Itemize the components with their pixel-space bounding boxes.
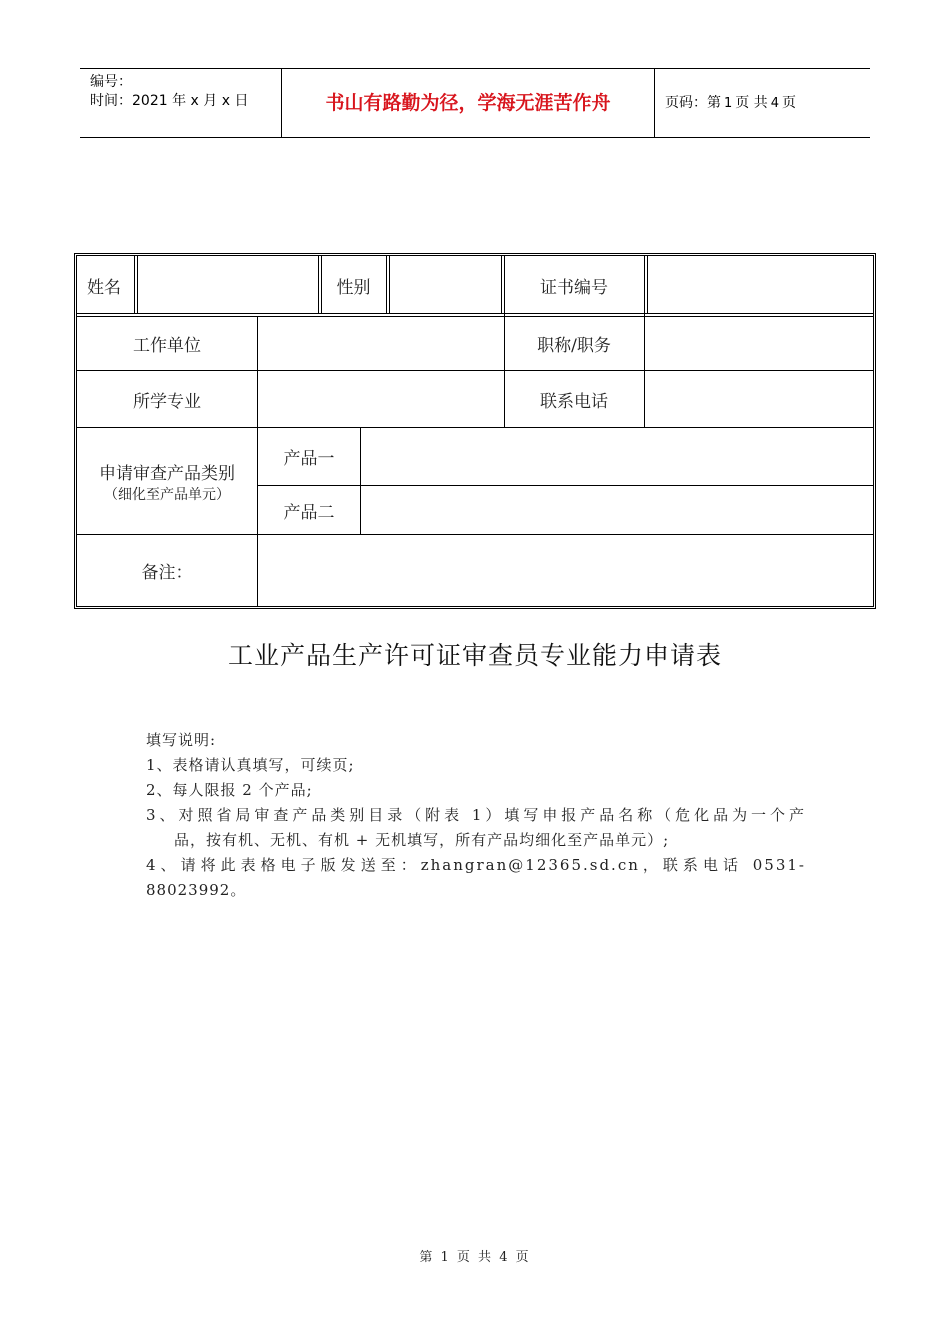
page-suffix: 页 bbox=[782, 95, 797, 111]
page-prefix: 页码：第 bbox=[665, 95, 721, 111]
gender-label: 性别 bbox=[336, 277, 371, 298]
phone-field[interactable] bbox=[645, 371, 873, 427]
job-title-field[interactable] bbox=[645, 316, 873, 370]
header-motto: 书山有路勤为径，学海无涯苦作舟 bbox=[282, 69, 655, 137]
instructions-heading: 填写说明: bbox=[146, 731, 217, 749]
major-label: 所学专业 bbox=[133, 391, 201, 412]
instruction-item: 2、每人限报 2 个产品; bbox=[146, 781, 313, 799]
category-sublabel: （细化至产品单元） bbox=[104, 486, 230, 503]
product1-label: 产品一 bbox=[283, 449, 335, 469]
header-meta bbox=[80, 69, 282, 137]
instruction-item: 3、对照省局审查产品类别目录（附表 1）填写申报产品名称（危化品为一个产 bbox=[146, 806, 806, 824]
name-label: 姓名 bbox=[87, 277, 121, 298]
instruction-item: 4、请将此表格电子版发送至：zhangran@12365.sd.cn，联系电话 0531- bbox=[146, 856, 806, 874]
instruction-item: 品，按有机、无机、有机 + 无机填写，所有产品均细化至产品单元）; bbox=[174, 831, 670, 849]
employer-label: 工作单位 bbox=[133, 335, 201, 356]
employer-field[interactable] bbox=[258, 316, 504, 370]
instruction-item: 88023992。 bbox=[146, 881, 247, 899]
page-footer: 第 1 页 共 4 页 bbox=[419, 1250, 531, 1265]
page-total: 4 bbox=[770, 96, 780, 111]
category-label-cell bbox=[77, 428, 257, 534]
job-title-label: 职称/职务 bbox=[537, 335, 611, 356]
name-field[interactable] bbox=[137, 256, 318, 314]
instructions bbox=[146, 728, 806, 903]
product2-label: 产品二 bbox=[283, 502, 335, 523]
remark-label: 备注： bbox=[141, 563, 193, 583]
page-mid: 页 共 bbox=[735, 95, 768, 111]
header-page-number bbox=[655, 69, 870, 137]
cert-number-field[interactable] bbox=[647, 256, 873, 314]
cert-number-label: 证书编号 bbox=[540, 277, 608, 298]
gender-field[interactable] bbox=[389, 256, 501, 314]
time-label: 时间：2021 年 x 月 x 日 bbox=[90, 93, 249, 109]
major-field[interactable] bbox=[258, 371, 504, 427]
page-current: 1 bbox=[724, 96, 733, 111]
page-header bbox=[80, 68, 870, 138]
application-form bbox=[74, 253, 876, 609]
product2-field[interactable] bbox=[361, 486, 873, 534]
document-title: 工业产品生产许可证审查员专业能力申请表 bbox=[227, 641, 722, 670]
product1-field[interactable] bbox=[361, 428, 873, 485]
phone-label: 联系电话 bbox=[540, 391, 608, 412]
number-label: 编号： bbox=[90, 74, 132, 90]
remark-field[interactable] bbox=[258, 535, 873, 606]
instruction-item: 1、表格请认真填写，可续页; bbox=[146, 756, 355, 774]
category-label: 申请审查产品类别 bbox=[99, 463, 235, 484]
